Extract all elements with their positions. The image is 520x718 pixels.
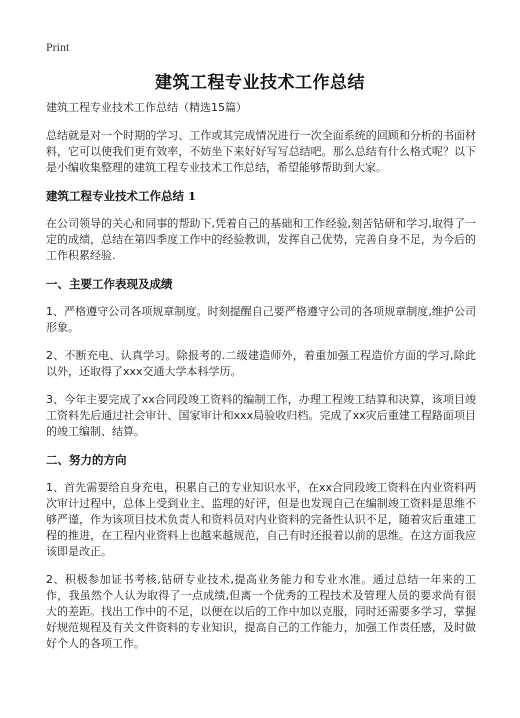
list-item: 3、今年主要完成了xx合同段竣工资料的编制工作，办理工程竣工结算和决算，该项目竣工资料先后通过社会审计、国家审计和xxx局验收归档。完成了xx灾后重建工程路面项目的竣工编制、结算。 (46, 393, 476, 438)
list-item: 2、积极参加证书考核,钻研专业技术,提高业务能力和专业水准。通过总结一年来的工作，我虽然个人认为取得了一点成绩,但离一个优秀的工程技术及管理人员的要求尚有很大的差距。找出工作中的不足，以便在以后的工作中加以克服，同时还需要多学习，掌握好规范规程及有关文件资料的专业知识，提高自己的工作能力，加强工作责任感，及时做好个人的各项工作。 (46, 573, 476, 650)
list-item: 2、不断充电、认真学习。除报考的.二级建造师外，着重加强工程造价方面的学习,除此以外，还取得了xxx交通大学本科学历。 (46, 349, 476, 378)
list-item: 1、首先需要给自身充电，积累自己的专业知识水平，在xx合同段竣工资料在内业资料两次审计过程中，总体上受到业主、监理的好评，但是也发现自己在编制竣工资料是思维不够严谨，作为该项目技术负责人和资料员对内业资料的完备性认识不足，随着灾后重建工程的推进，在工程内业资料上也越来越规范，自己有时还报着以前的思维。在这方面我应该即是改正。 (46, 481, 476, 558)
page-title: 建筑工程专业技术工作总结 (155, 73, 365, 93)
section-heading-achievements: 一、主要工作表现及成绩 (46, 277, 173, 291)
article-paragraph: 在公司领导的关心和同事的帮助下,凭着自己的基础和工作经验,刻苦钻研和学习,取得了一定的成绩，总结在第四季度工作中的经验教训，发挥自己优势，完善自身不足，为今后的工作积累经验. (46, 217, 476, 262)
print-link[interactable]: Print (46, 40, 70, 54)
document-subtitle: 建筑工程专业技术工作总结（精选15篇） (46, 101, 247, 114)
article-heading: 建筑工程专业技术工作总结 1 (46, 189, 197, 203)
document-body (46, 100, 476, 664)
list-item: 1、严格遵守公司各项规章制度。时刻提醒自己要严格遵守公司的各项规章制度,维护公司形象。 (46, 305, 476, 334)
intro-paragraph: 总结就是对一个时期的学习、工作或其完成情况进行一次全面系统的回顾和分析的书面材料，它可以使我们更有效率，不妨坐下来好好写写总结吧。那么总结有什么格式呢？以下是小编收集整理的建筑工程专业技术工作总结，希望能够帮助到大家。 (46, 129, 476, 174)
section-heading-direction: 二、努力的方向 (46, 453, 127, 467)
